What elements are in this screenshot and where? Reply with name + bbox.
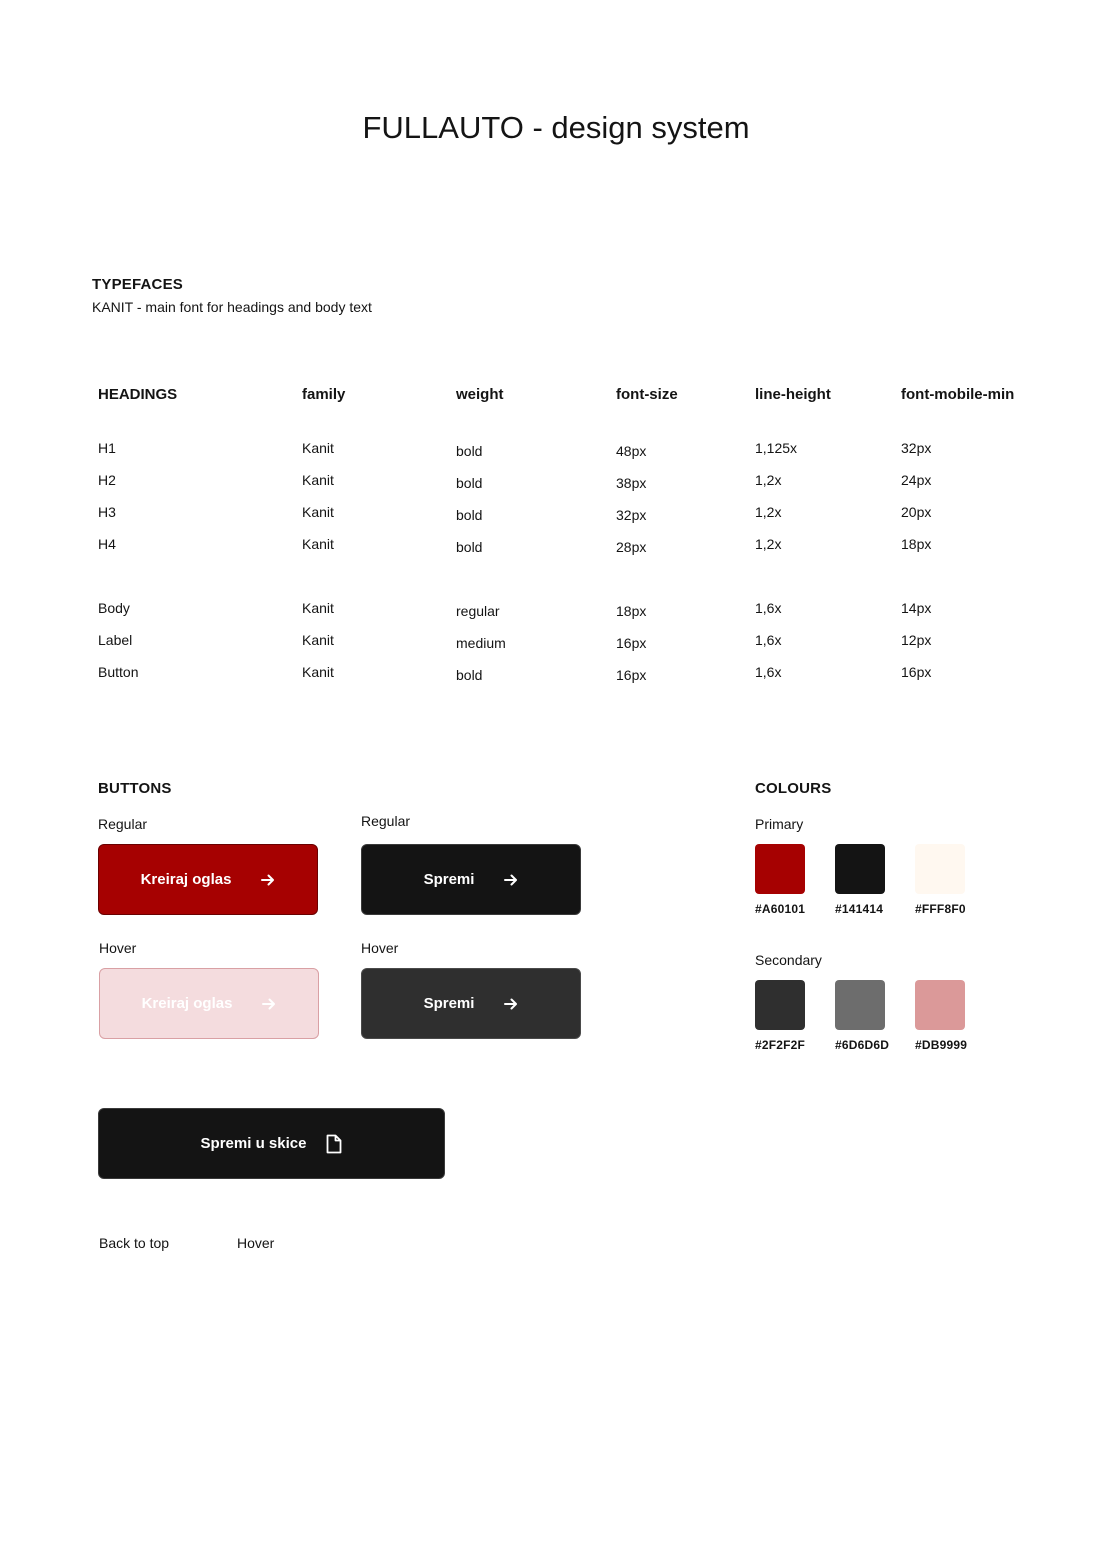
- hover-label: Hover: [99, 940, 137, 956]
- page-title: FULLAUTO - design system: [362, 110, 750, 145]
- buttons-heading: BUTTONS: [98, 780, 172, 797]
- save-draft-button-label: Spremi u skice: [200, 1135, 307, 1152]
- table-cell-font-mobile-min: 20px: [901, 504, 932, 520]
- table-cell-font-mobile-min: 16px: [901, 664, 932, 680]
- table-cell-row-name: Button: [98, 664, 139, 680]
- table-cell-family: Kanit: [302, 504, 334, 520]
- column-header-family: family: [302, 386, 346, 403]
- table-cell-font-mobile-min: 32px: [901, 440, 932, 456]
- arrow-right-icon: [262, 997, 276, 1011]
- table-cell-line-height: 1,6x: [755, 632, 782, 648]
- table-cell-font-size: 38px: [616, 475, 647, 491]
- table-cell-family: Kanit: [302, 632, 334, 648]
- create-ad-button[interactable]: [98, 844, 318, 915]
- primary-colour-hex: #A60101: [755, 902, 806, 916]
- document-icon: [326, 1134, 342, 1154]
- table-cell-family: Kanit: [302, 536, 334, 552]
- primary-colour-swatch: [755, 844, 805, 894]
- table-cell-weight: bold: [456, 475, 483, 491]
- save-button-hover[interactable]: [361, 968, 581, 1039]
- table-cell-row-name: Label: [98, 632, 133, 648]
- save-button-hover-label: Spremi: [423, 995, 475, 1012]
- table-cell-line-height: 1,2x: [755, 504, 782, 520]
- table-cell-row-name: H3: [98, 504, 116, 520]
- typefaces-heading: TYPEFACES: [92, 276, 183, 293]
- table-cell-line-height: 1,6x: [755, 664, 782, 680]
- save-draft-button[interactable]: [98, 1108, 445, 1179]
- table-cell-font-mobile-min: 18px: [901, 536, 932, 552]
- table-cell-font-size: 28px: [616, 539, 647, 555]
- save-button[interactable]: [361, 844, 581, 915]
- save-button-label: Spremi: [423, 871, 475, 888]
- secondary-colours-label: Secondary: [755, 952, 822, 968]
- column-header-font-mobile-min: font-mobile-min: [901, 386, 1015, 403]
- table-cell-weight: bold: [456, 443, 483, 459]
- table-cell-family: Kanit: [302, 440, 334, 456]
- table-cell-family: Kanit: [302, 600, 334, 616]
- back-to-top-hover-label: Hover: [237, 1235, 275, 1251]
- table-cell-row-name: H1: [98, 440, 116, 456]
- arrow-right-icon: [504, 997, 518, 1011]
- table-cell-weight: bold: [456, 667, 483, 683]
- primary-colour-hex: #FFF8F0: [915, 902, 966, 916]
- column-header-line-height: line-height: [755, 386, 831, 403]
- primary-colour-swatch: [915, 844, 965, 894]
- primary-colour-hex: #141414: [835, 902, 884, 916]
- table-cell-font-mobile-min: 12px: [901, 632, 932, 648]
- table-cell-font-size: 18px: [616, 603, 647, 619]
- table-cell-weight: regular: [456, 603, 500, 619]
- column-header-font-size: font-size: [616, 386, 678, 403]
- typefaces-description: KANIT - main font for headings and body text: [92, 299, 372, 315]
- secondary-colour-hex: #DB9999: [915, 1038, 968, 1052]
- table-cell-font-mobile-min: 24px: [901, 472, 932, 488]
- create-ad-button-hover[interactable]: [99, 968, 319, 1039]
- table-cell-weight: bold: [456, 539, 483, 555]
- column-header-headings: HEADINGS: [98, 386, 178, 403]
- table-cell-line-height: 1,2x: [755, 472, 782, 488]
- table-cell-line-height: 1,2x: [755, 536, 782, 552]
- hover-label: Hover: [361, 940, 399, 956]
- table-cell-weight: bold: [456, 507, 483, 523]
- create-ad-button-hover-label: Kreiraj oglas: [141, 995, 233, 1012]
- table-cell-row-name: H4: [98, 536, 116, 552]
- table-cell-line-height: 1,6x: [755, 600, 782, 616]
- column-header-weight: weight: [456, 386, 504, 403]
- secondary-colour-hex: #2F2F2F: [755, 1038, 806, 1052]
- secondary-colour-swatch: [755, 980, 805, 1030]
- secondary-colour-swatch: [915, 980, 965, 1030]
- secondary-colour-hex: #6D6D6D: [835, 1038, 890, 1052]
- arrow-right-icon: [504, 873, 518, 887]
- primary-colours-label: Primary: [755, 816, 804, 832]
- regular-label: Regular: [361, 813, 411, 829]
- table-cell-font-size: 48px: [616, 443, 647, 459]
- table-cell-font-size: 16px: [616, 635, 647, 651]
- back-to-top-link[interactable]: Back to top: [99, 1235, 170, 1251]
- table-cell-weight: medium: [456, 635, 506, 651]
- table-cell-row-name: Body: [98, 600, 130, 616]
- table-cell-family: Kanit: [302, 472, 334, 488]
- create-ad-button-label: Kreiraj oglas: [140, 871, 232, 888]
- table-cell-family: Kanit: [302, 664, 334, 680]
- table-cell-row-name: H2: [98, 472, 116, 488]
- table-cell-font-size: 32px: [616, 507, 647, 523]
- table-cell-font-size: 16px: [616, 667, 647, 683]
- arrow-right-icon: [261, 873, 275, 887]
- table-cell-line-height: 1,125x: [755, 440, 798, 456]
- regular-label: Regular: [98, 816, 148, 832]
- colours-heading: COLOURS: [755, 780, 832, 797]
- secondary-colour-swatch: [835, 980, 885, 1030]
- table-cell-font-mobile-min: 14px: [901, 600, 932, 616]
- primary-colour-swatch: [835, 844, 885, 894]
